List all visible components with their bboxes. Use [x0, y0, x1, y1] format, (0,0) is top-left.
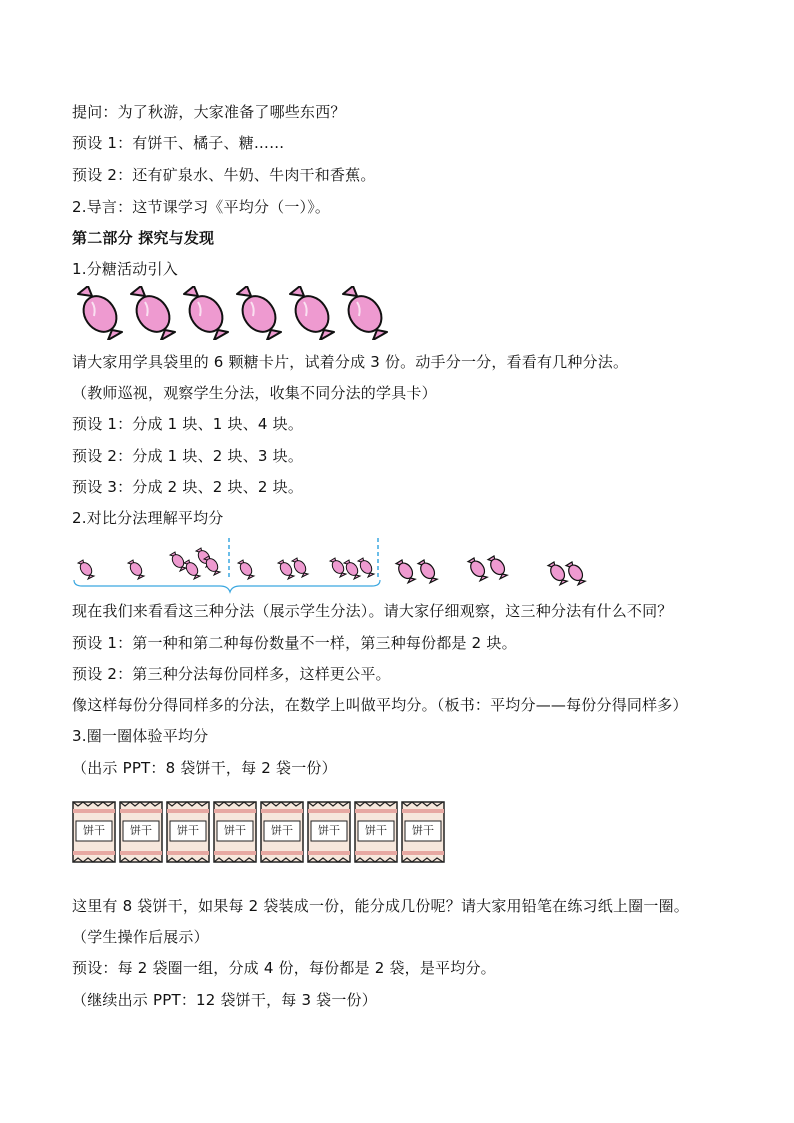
biscuit-pack-icon — [260, 800, 304, 864]
preset-1: 预设 1：有饼干、橘子、糖…… — [72, 134, 285, 152]
biscuit-label: 饼干 — [412, 824, 434, 837]
candy-icon — [289, 286, 335, 340]
split-comparison-illustration — [72, 538, 612, 594]
subheading-compare: 2.对比分法理解平均分 — [72, 509, 224, 527]
biscuit-pack-icon — [119, 800, 163, 864]
candy-icon — [342, 286, 388, 340]
candy-illustration-row — [72, 286, 392, 340]
candy-icon — [130, 286, 176, 340]
biscuit-label: 饼干 — [224, 824, 246, 837]
biscuit-label: 饼干 — [271, 824, 293, 837]
candy-icon — [183, 286, 229, 340]
question-text: 提问：为了秋游，大家准备了哪些东西？ — [72, 103, 346, 121]
ppt-note-1: （出示 PPT：8 袋饼干，每 2 袋一份） — [72, 759, 337, 777]
intro-text: 2.导言：这节课学习《平均分（一）》。 — [72, 198, 331, 216]
teacher-note: （教师巡视，观察学生分法，收集不同分法的学具卡） — [72, 384, 437, 402]
observe-prompt: 现在我们来看看这三种分法（展示学生分法）。请大家仔细观察，这三种分法有什么不同？ — [72, 602, 673, 620]
subheading-circle: 3.圈一圈体验平均分 — [72, 727, 209, 745]
preset-split-2: 预设 2：分成 1 块、2 块、3 块。 — [72, 447, 304, 465]
candy-icon — [236, 286, 282, 340]
preset-split-1: 预设 1：分成 1 块、1 块、4 块。 — [72, 415, 304, 433]
biscuit-question: 这里有 8 袋饼干，如果每 2 袋装成一份，能分成几份呢？请大家用铅笔在练习纸上圈一圈。 — [72, 897, 689, 915]
instruction-text: 请大家用学具袋里的 6 颗糖卡片，试着分成 3 份。动手分一分，看看有几种分法。 — [72, 353, 629, 371]
section-heading: 第二部分 探究与发现 — [72, 229, 215, 247]
definition-text: 像这样每份分得同样多的分法，在数学上叫做平均分。（板书：平均分——每份分得同样多） — [72, 696, 688, 714]
student-note: （学生操作后展示） — [72, 928, 209, 946]
biscuit-pack-icon — [213, 800, 257, 864]
preset-circle: 预设：每 2 袋圈一组，分成 4 份，每份都是 2 袋，是平均分。 — [72, 959, 496, 977]
biscuit-label: 饼干 — [318, 824, 340, 837]
subheading-candy-activity: 1.分糖活动引入 — [72, 260, 178, 278]
biscuit-illustration-row — [72, 800, 452, 868]
candy-icon — [77, 286, 123, 340]
biscuit-pack-icon — [307, 800, 351, 864]
biscuit-label: 饼干 — [177, 824, 199, 837]
split-images — [72, 538, 612, 594]
ppt-note-2: （继续出示 PPT：12 袋饼干，每 3 袋一份） — [72, 991, 377, 1009]
biscuit-label: 饼干 — [365, 824, 387, 837]
biscuit-pack-icon — [401, 800, 445, 864]
candy-images — [72, 286, 392, 340]
biscuit-pack-icon — [166, 800, 210, 864]
preset-compare-2: 预设 2：第三种分法每份同样多，这样更公平。 — [72, 665, 391, 683]
biscuit-label: 饼干 — [130, 824, 152, 837]
biscuit-label: 饼干 — [83, 824, 105, 837]
preset-compare-1: 预设 1：第一种和第二种每份数量不一样，第三种每份都是 2 块。 — [72, 634, 517, 652]
preset-2: 预设 2：还有矿泉水、牛奶、牛肉干和香蕉。 — [72, 166, 376, 184]
biscuit-pack-icon — [354, 800, 398, 864]
biscuit-pack-icon — [72, 800, 116, 864]
preset-split-3: 预设 3：分成 2 块、2 块、2 块。 — [72, 478, 304, 496]
